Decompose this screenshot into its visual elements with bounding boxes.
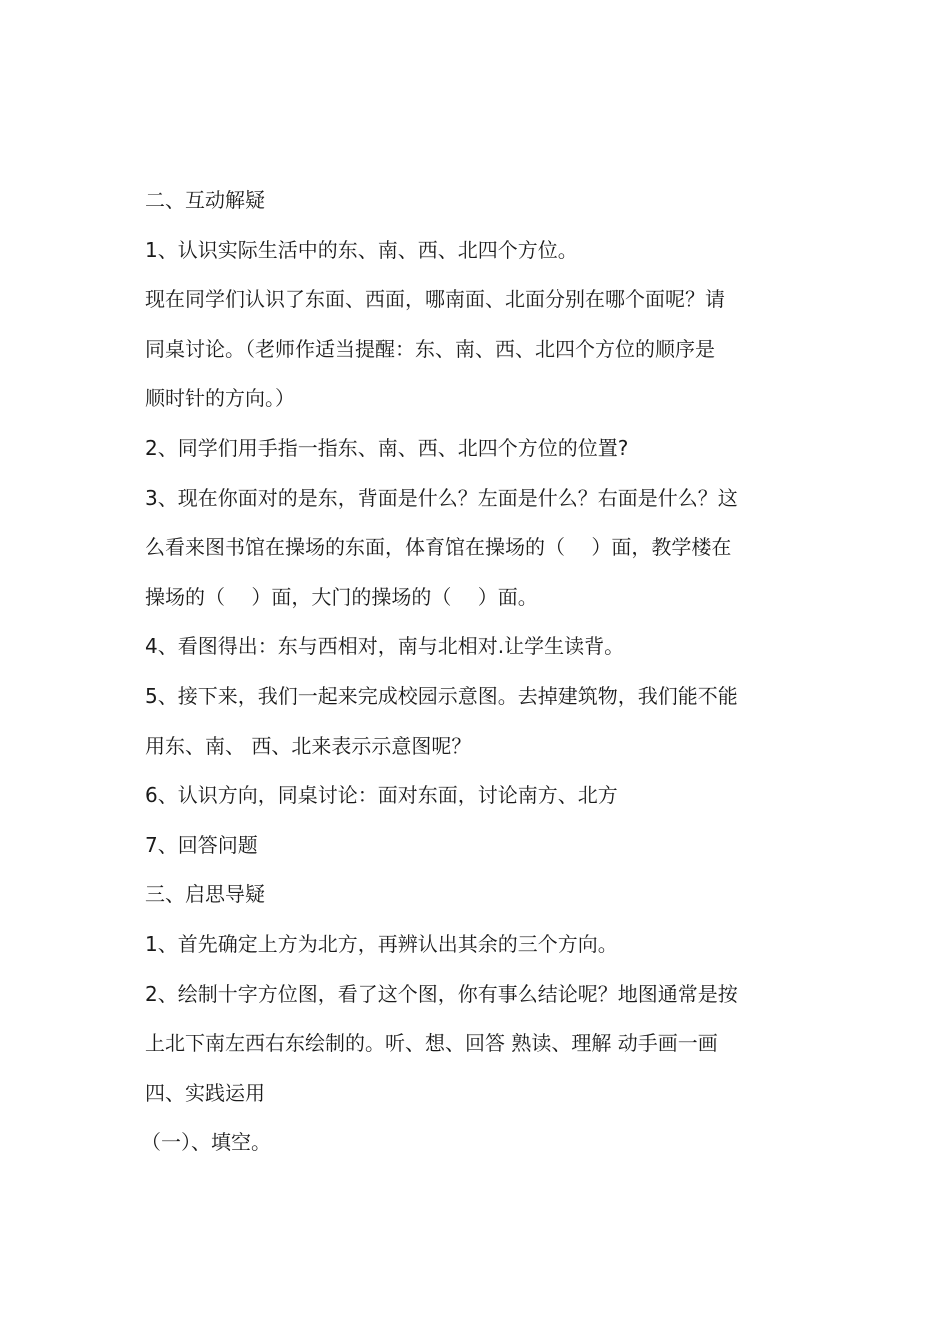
paragraph-line: 6、认识方向，同桌讨论：面对东面，讨论南方、北方 bbox=[145, 783, 618, 808]
section-heading-interactive: 二、互动解疑 bbox=[145, 188, 265, 212]
paragraph-line: 5、接下来，我们一起来完成校园示意图。去掉建筑物，我们能不能 bbox=[145, 683, 738, 708]
paragraph-line: 么看来图书馆在操场的东面，体育馆在操场的（ ）面，教学楼在 bbox=[145, 535, 732, 560]
paragraph-line: 现在同学们认识了东面、西面，哪南面、北面分别在哪个面呢？请 bbox=[145, 287, 725, 312]
paragraph-line: 操场的（ ）面，大门的操场的（ ）面。 bbox=[145, 584, 538, 609]
paragraph-line: 1、首先确定上方为北方，再辨认出其余的三个方向。 bbox=[145, 931, 618, 956]
section-heading-practice: 四、实践运用 bbox=[145, 1080, 265, 1105]
paragraph-line: 上北下南左西右东绘制的。听、想、回答 熟读、理解 动手画一画 bbox=[145, 1031, 718, 1056]
paragraph-line: 1、认识实际生活中的东、南、西、北四个方位。 bbox=[145, 237, 578, 262]
subsection-heading-fill-blank: （一）、填空。 bbox=[141, 1130, 271, 1155]
paragraph-line: 用东、南、 西、北来表示示意图呢？ bbox=[145, 733, 472, 758]
document-body bbox=[141, 176, 810, 1168]
paragraph-line: 7、回答问题 bbox=[145, 832, 258, 857]
paragraph-line: 2、同学们用手指一指东、南、西、北四个方位的位置? bbox=[145, 435, 629, 460]
paragraph-line: 2、绘制十字方位图，看了这个图，你有事么结论呢？地图通常是按 bbox=[145, 981, 738, 1006]
paragraph-line: 同桌讨论。（老师作适当提醒：东、南、西、北四个方位的顺序是 bbox=[145, 336, 715, 361]
paragraph-line: 顺时针的方向。） bbox=[145, 386, 295, 411]
paragraph-line: 3、现在你面对的是东，背面是什么？左面是什么？右面是什么？这 bbox=[145, 485, 738, 510]
paragraph-line: 4、看图得出：东与西相对，南与北相对.让学生读背。 bbox=[145, 634, 625, 659]
section-heading-inspire: 三、启思导疑 bbox=[145, 882, 265, 907]
